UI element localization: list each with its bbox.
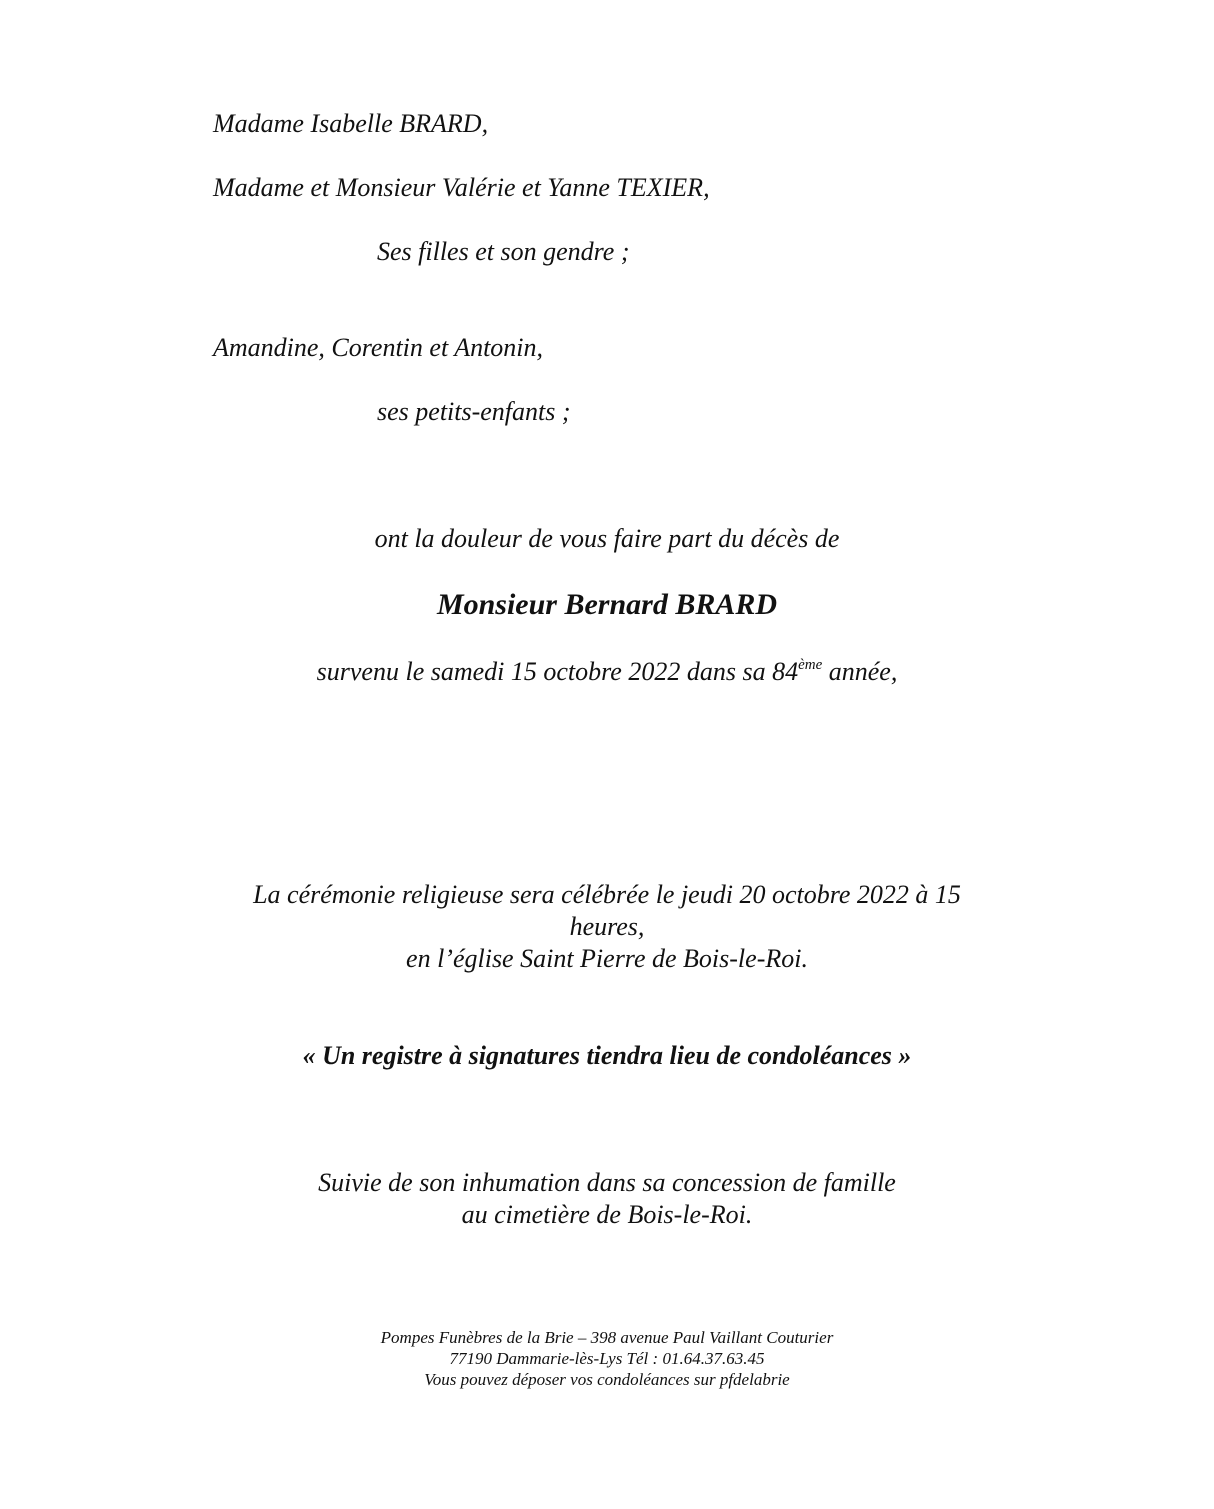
- footer-condolences: Vous pouvez déposer vos condoléances sur pfdelabrie: [424, 1370, 790, 1389]
- family-member-isabelle: Madame Isabelle BRARD,: [213, 109, 489, 138]
- funeral-home-footer: [0, 1327, 1214, 1390]
- ceremony-line-2: heures,: [569, 912, 645, 941]
- burial-line-2: au cimetière de Bois-le-Roi.: [461, 1200, 753, 1229]
- footer-city-phone: 77190 Dammarie-lès-Lys Tél : 01.64.37.63.45: [449, 1349, 765, 1368]
- burial-line-1: Suivie de son inhumation dans sa concession de famille: [318, 1168, 896, 1197]
- grandchildren-names: Amandine, Corentin et Antonin,: [213, 333, 544, 362]
- burial-info: [0, 1167, 1214, 1231]
- family-member-texier: Madame et Monsieur Valérie et Yanne TEXIER,: [213, 173, 710, 202]
- ceremony-line-1: La cérémonie religieuse sera célébrée le jeudi 20 octobre 2022 à 15: [253, 880, 961, 909]
- ceremony-info: [0, 879, 1214, 975]
- deceased-name: Monsieur Bernard BRARD: [436, 588, 778, 621]
- relation-daughters: Ses filles et son gendre ;: [377, 237, 630, 266]
- footer-address: Pompes Funèbres de la Brie – 398 avenue Paul Vaillant Couturier: [380, 1328, 834, 1347]
- ordinal-suffix: ème: [798, 657, 823, 673]
- death-date-end: année,: [822, 657, 898, 686]
- announcement-intro: ont la douleur de vous faire part du décès de: [374, 524, 840, 553]
- ceremony-line-3: en l’église Saint Pierre de Bois-le-Roi.: [406, 944, 808, 973]
- death-date-text: survenu le samedi 15 octobre 2022 dans sa 84: [316, 657, 799, 686]
- relation-grandchildren: ses petits-enfants ;: [377, 397, 571, 426]
- registry-notice: « Un registre à signatures tiendra lieu de condoléances »: [302, 1041, 912, 1070]
- death-date: [0, 656, 1214, 688]
